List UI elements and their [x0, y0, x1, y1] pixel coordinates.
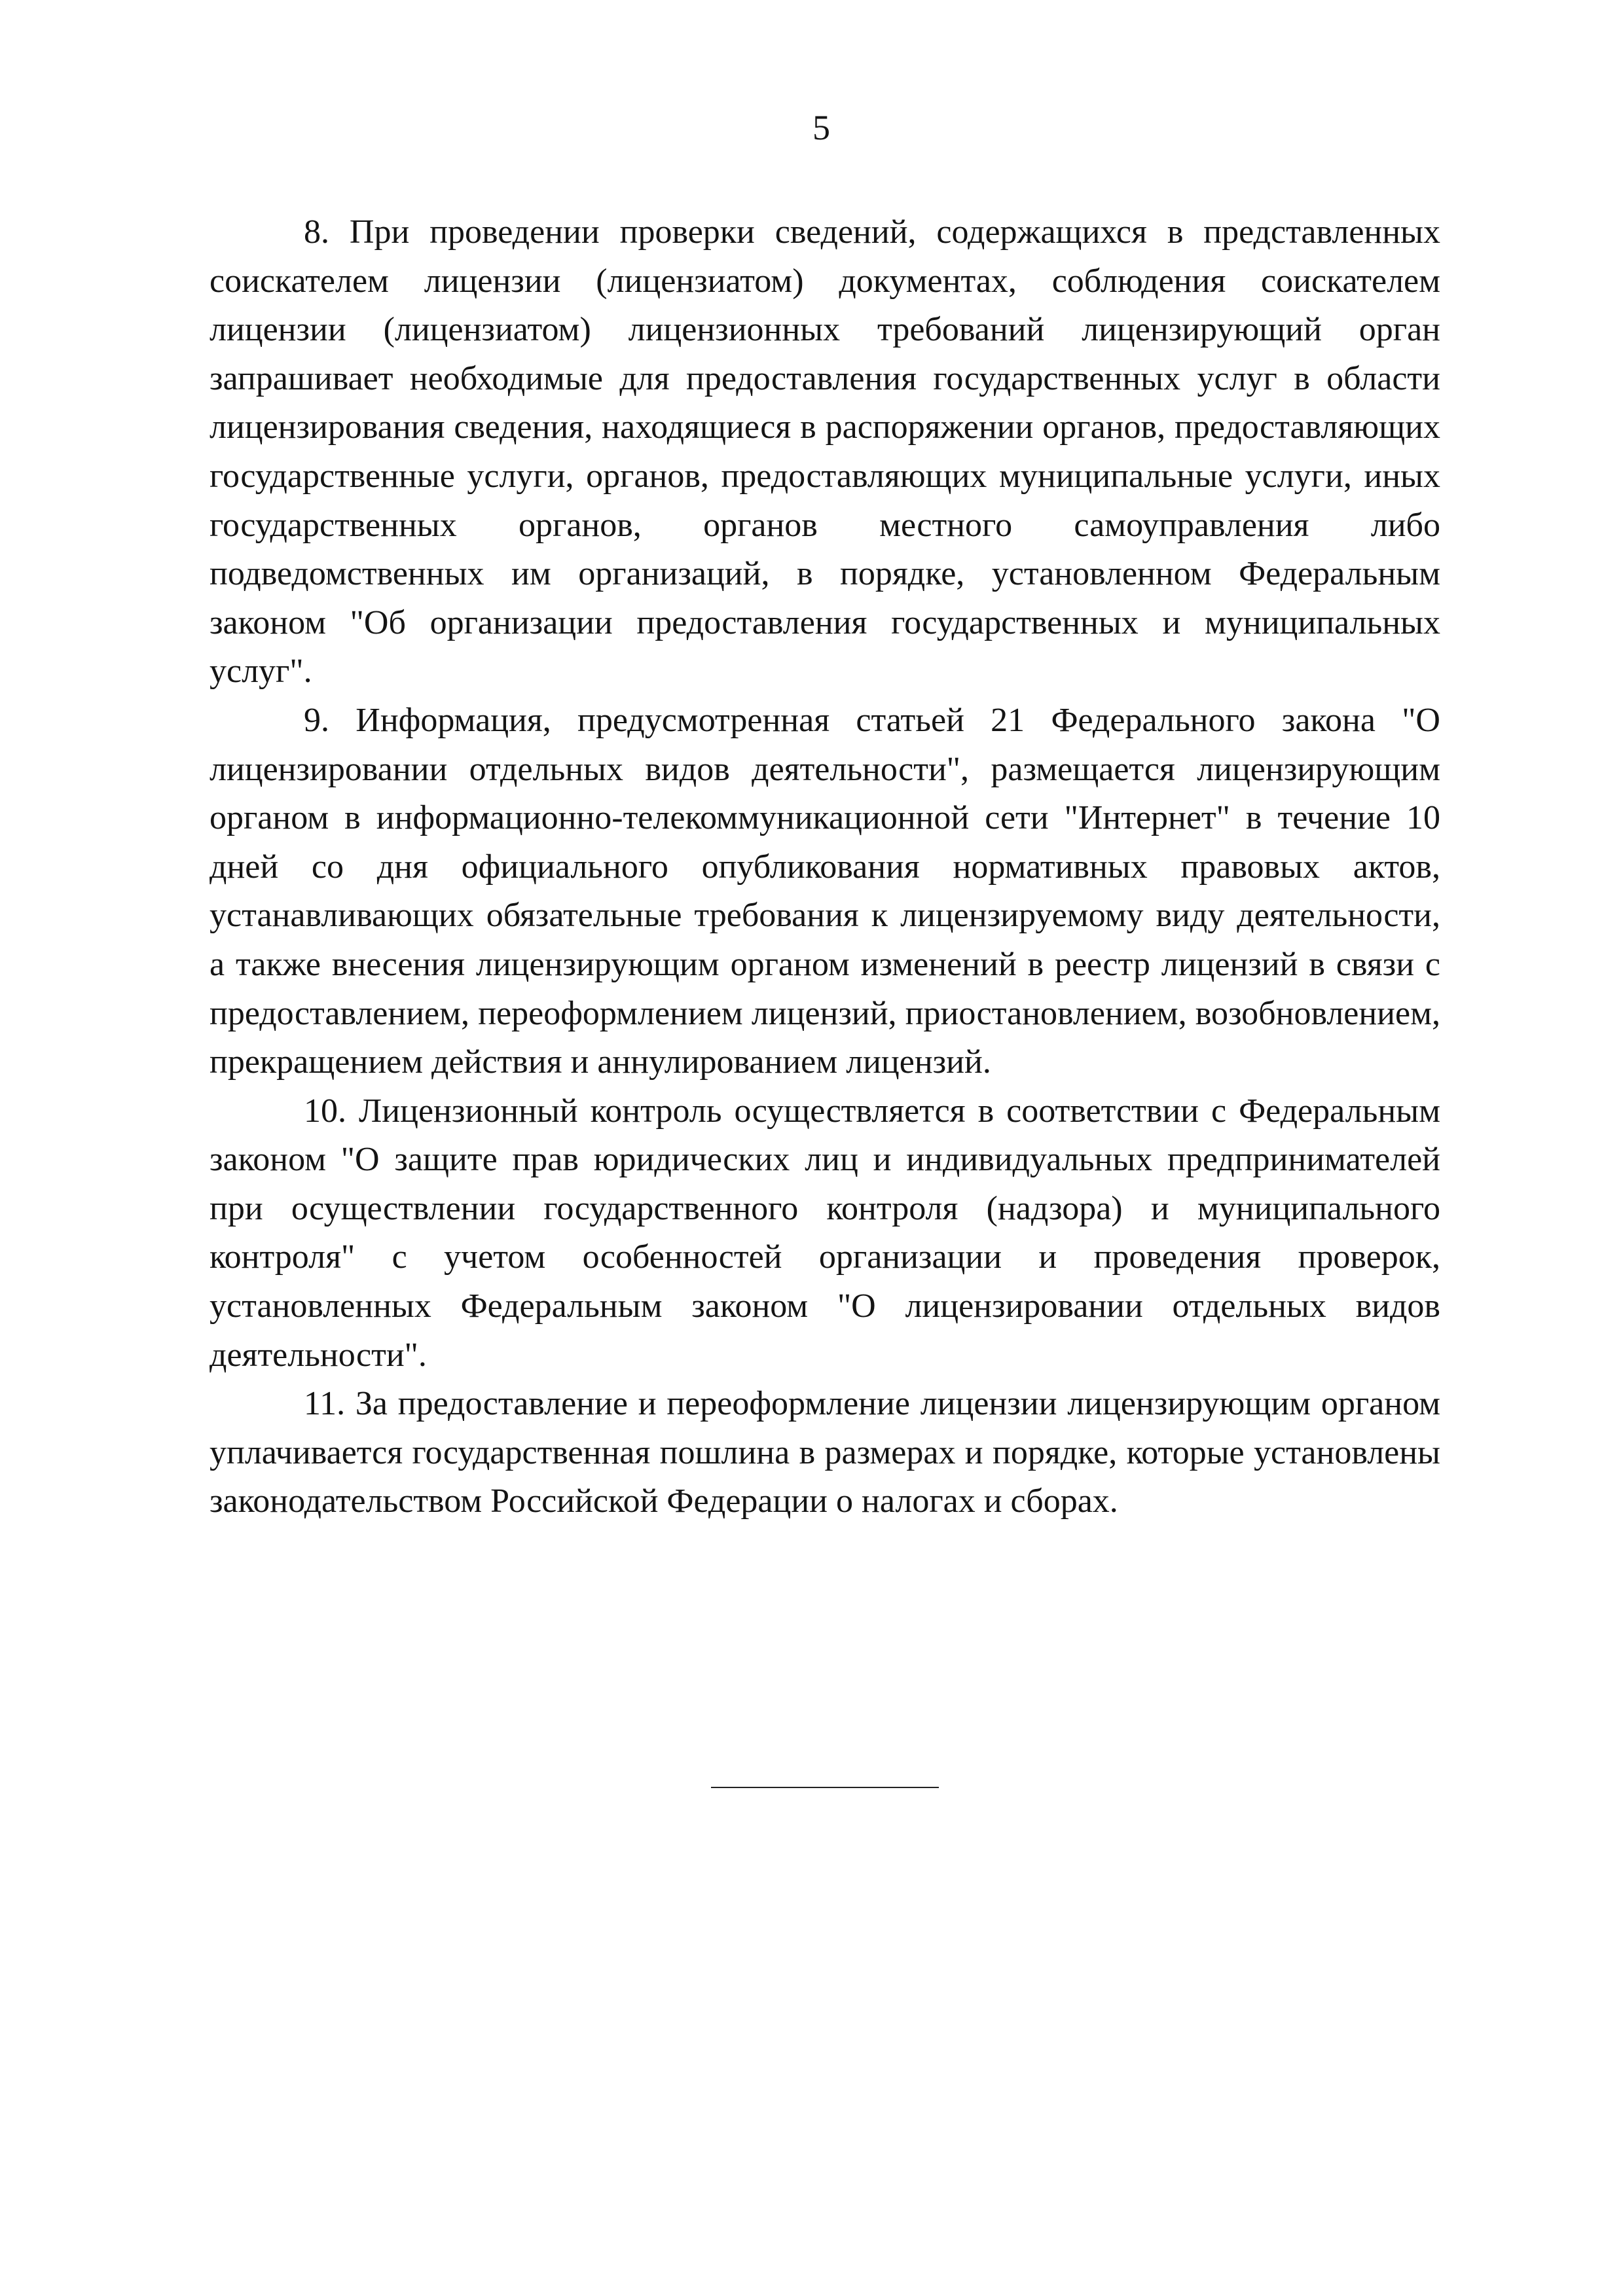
paragraph-10: 10. Лицензионный контроль осуществляется в соответствии с Федеральным законом "О защите прав юридических лиц и индивидуальных предпринимателей при осуществлении государственного контроля (надзора) и муниципального контроля" с учетом особенностей организации и проведения проверок, установленных Федеральным законом "О лицензировании отдельных видов деятельности". [210, 1092, 1440, 1374]
paragraph-11: 11. За предоставление и переоформление лицензии лицензирующим органом уплачивается государственная пошлина в размерах и порядке, которые установлены законодательством Российской Федерации о налогах и сборах. [210, 1385, 1440, 1520]
paragraph-9: 9. Информация, предусмотренная статьей 21 Федерального закона "О лицензировании отдельных видов деятельности", размещается лицензирующим органом в информационно-телекоммуникационной сети "Интернет" в течение 10 дней со дня официального опубликования нормативных правовых актов, устанавливающих обязательные требования к лицензируемому виду деятельности, а также внесения лицензирующим органом изменений в реестр лицензий в связи с предоставлением, переоформлением лицензий, приостановлением, возобновлением, прекращением действия и аннулированием лицензий. [210, 701, 1440, 1081]
document-body [210, 208, 1440, 1526]
end-of-text-rule [711, 1787, 939, 1788]
paragraph-8: 8. При проведении проверки сведений, содержащихся в представленных соискателем лицензии (лицензиатом) документах, соблюдения соискателем лицензии (лицензиатом) лицензионных требований лицензирующий орган запрашивает необходимые для предоставления государственных услуг в области лицензирования сведения, находящиеся в распоряжении органов, предоставляющих государственные услуги, органов, предоставляющих муниципальные услуги, иных государственных органов, органов местного самоуправления либо подведомственных им организаций, в порядке, установленном Федеральным законом "Об организации предоставления государственных и муниципальных услуг". [210, 213, 1440, 691]
page-number: 5 [812, 108, 830, 147]
